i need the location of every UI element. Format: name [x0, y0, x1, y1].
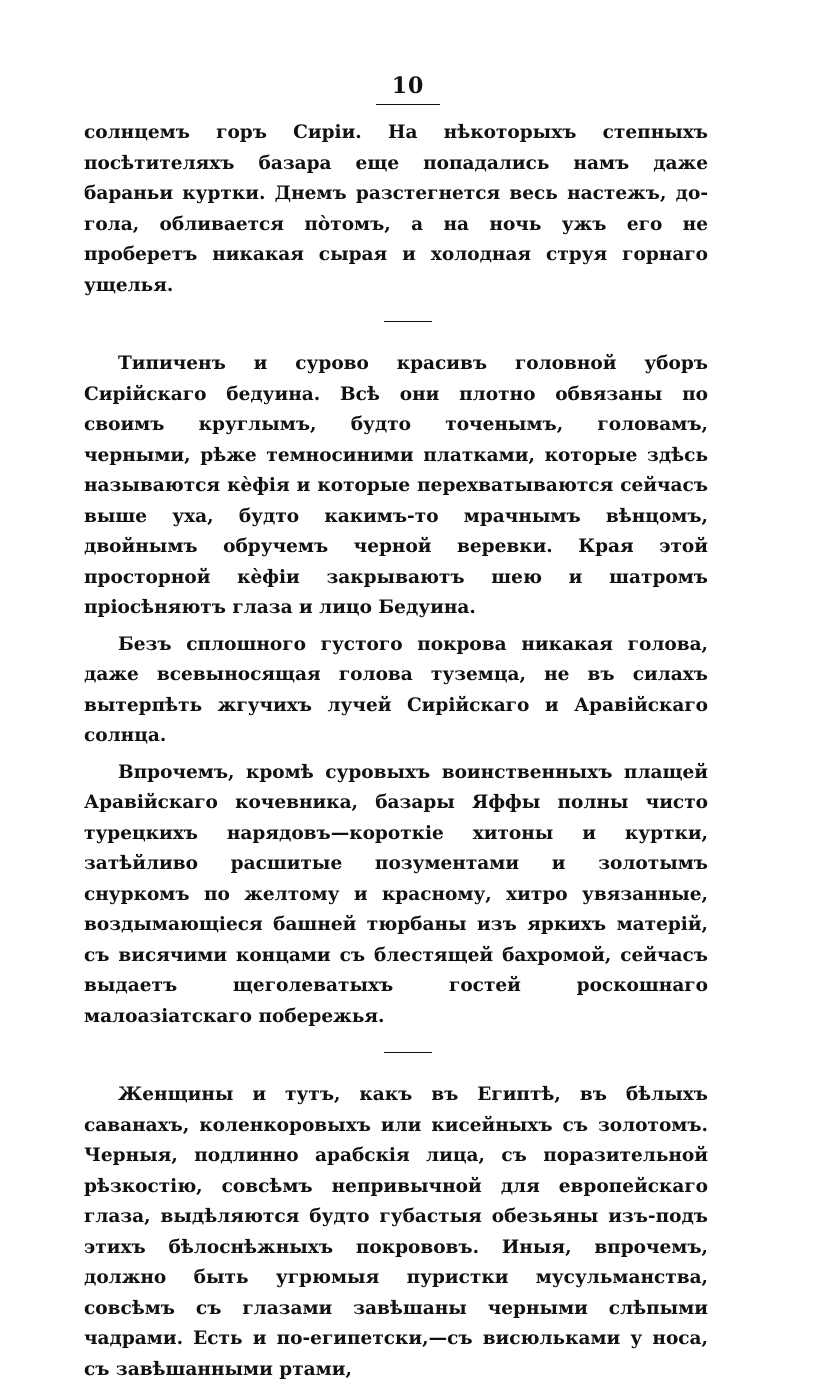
- section-divider: [108, 1038, 708, 1068]
- book-page: [84, 72, 708, 1380]
- paragraph-women: Женщины и тутъ, какъ въ Египтѣ, въ бѣлыхъ саванахъ, коленкоровыхъ или кисейныхъ съ золотомъ. Черныя, подлинно арабскія лица, съ поразительной рѣзкостію, совсѣмъ непривычной для европейскаго глаза, выдѣляются будто губастыя обезьяны изъ-подъ этихъ бѣлоснѣжныхъ покрововъ. Иныя, впрочемъ, должно быть угрюмыя пуристки мусульманства, совсѣмъ съ глазами завѣшаны черными слѣпыми чадрами. Есть и по-египетски,—съ висюльками у носа, съ завѣшанными ртами,: [84, 1084, 708, 1380]
- divider-rule: [384, 1052, 432, 1053]
- divider-rule: [384, 321, 432, 322]
- paragraph-continuation: солнцемъ горъ Сиріи. На нѣкоторыхъ степныхъ посѣтителяхъ базара еще попадались намъ даже бараньи куртки. Днемъ разстегнется весь настежъ, до-гола, обливается пòтомъ, а на ночь ужъ его не проберетъ никакая сырая и холодная струя горнаго ущелья.: [84, 122, 708, 296]
- page-number: 10: [376, 72, 441, 105]
- section-divider: [108, 307, 708, 337]
- paragraph-head-covering: Безъ сплошного густого покрова никакая голова, даже всевыносящая голова туземца, не въ силахъ вытерпѣть жгучихъ лучей Сирійскаго и Аравійскаго солнца.: [84, 633, 708, 746]
- page-header: [108, 72, 708, 110]
- paragraph-turkish-clothing: Впрочемъ, кромѣ суровыхъ воинственныхъ плащей Аравійскаго кочевника, базары Яффы полны чисто турецкихъ нарядовъ—короткіе хитоны и куртки, затѣйливо расшитые позументами и золотымъ снуркомъ по желтому и красному, хитро увязанные, воздымающіеся башней тюрбаны изъ яркихъ матерій, съ висячими концами съ блестящей бахромой, сейчасъ выдаетъ щеголеватыхъ гостей роскошнаго малоазіатскаго побережья.: [84, 761, 708, 1027]
- paragraph-bedouin-headdress: Типиченъ и сурово красивъ головной уборъ Сирійскаго бедуина. Всѣ они плотно обвязаны по своимъ круглымъ, будто точенымъ, головамъ, черными, рѣже темносиними платками, которые здѣсь называются кѐфія и которые перехватываются сейчасъ выше уха, будто какимъ-то мрачнымъ вѣнцомъ, двойнымъ обручемъ черной веревки. Края этой просторной кѐфіи закрываютъ шею и шатромъ пріосѣняютъ глаза и лицо Бедуина.: [84, 353, 708, 618]
